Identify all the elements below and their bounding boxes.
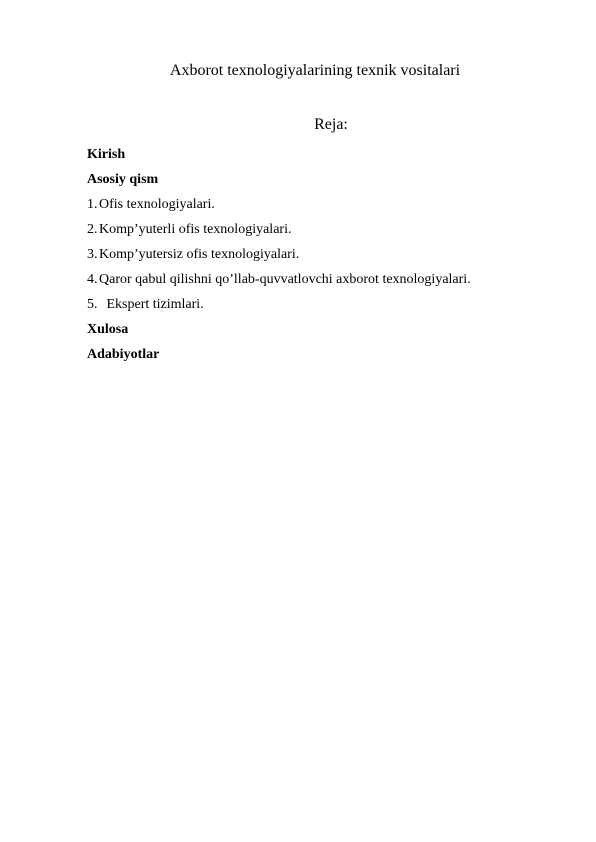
document-title: Axborot texnologiyalarining texnik vositalari (169, 62, 461, 79)
section-intro: Kirish (87, 147, 126, 162)
list-item (87, 292, 567, 317)
section-references: Adabiyotlar (87, 347, 160, 362)
list-item-text: Komp’yutersiz ofis texnologiyalari. (99, 247, 300, 262)
plan-outline (87, 142, 567, 367)
section-main: Asosiy qism (87, 172, 159, 187)
list-item-number: 3. (87, 247, 98, 262)
list-item (87, 242, 567, 267)
list-item (87, 267, 567, 292)
list-item-number: 2. (87, 222, 98, 237)
list-item-text: Ekspert tizimlari. (103, 297, 204, 312)
plan-heading: Reja: (314, 116, 348, 133)
list-item (87, 217, 567, 242)
list-item (87, 192, 567, 217)
list-item-number: 1. (87, 197, 98, 212)
list-item-number: 5. (87, 297, 98, 312)
list-item-text: Qaror qabul qilishni qo’llab-quvvatlovchi axborot texnologiyalari. (99, 272, 471, 287)
section-conclusion: Xulosa (87, 322, 129, 337)
list-item-number: 4. (87, 272, 98, 287)
list-item-text: Komp’yuterli ofis texnologiyalari. (99, 222, 292, 237)
list-item-text: Ofis texnologiyalari. (99, 197, 215, 212)
